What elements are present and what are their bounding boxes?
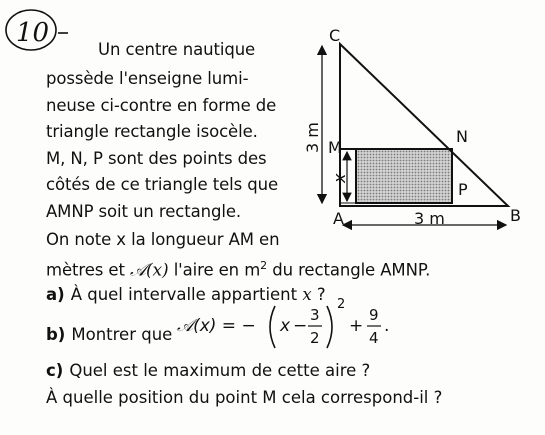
intro-line-8: On note x la longueur AM en [46,230,280,249]
question-b-label: b) [46,325,66,344]
square-exponent: 2 [260,259,268,272]
label-A: A [333,209,344,228]
label-x: x [330,173,349,183]
question-b-text: Montrer que [71,325,173,344]
formula-end: . [384,316,390,336]
label-C: C [329,26,341,45]
frac1-numerator: 3 [310,306,320,324]
question-c [46,361,370,381]
label-base-length: 3 m [414,209,445,228]
label-P: P [458,180,468,199]
area-function-symbol: 𝒜(x) [130,260,169,281]
question-b [46,325,172,345]
intro-line-7: AMNP soit un rectangle. [46,202,242,221]
formula-lhs: 𝒜(x) = − [177,316,256,336]
formula-plus: + [349,316,364,336]
intro-line-5: M, N, P sont des points des [46,149,267,168]
area-formula [177,296,407,354]
question-a-label: a) [46,285,65,304]
intro-line-9-mid: l'aire en m [173,260,261,280]
intro-line-4: triangle rectangle isocèle. [46,122,258,141]
label-height-length: 3 m [303,122,322,153]
label-M: M [328,138,342,157]
intro-line-3: neuse ci-contre en forme de [46,96,277,115]
right-paren [327,306,332,348]
intro-line-1: Un centre nautique [98,40,256,59]
formula-minus: − [293,316,308,336]
rectangle-AMNP [356,149,452,203]
intro-line-9-end: du rectangle AMNP. [272,260,431,280]
frac2-numerator: 9 [369,306,379,324]
question-c-label: c) [46,361,64,380]
question-c-text: Quel est le maximum de cette aire ? [69,361,371,380]
formula-x: x [280,316,291,336]
question-a-text: À quel intervalle appartient [70,285,298,304]
label-N: N [456,127,468,146]
exercise-number: 10 [16,18,50,48]
frac1-denominator: 2 [310,329,320,347]
question-c-line-2: À quelle position du point M cela correspond-il ? [46,388,443,407]
left-paren [270,306,275,348]
question-a-end: ? [311,285,326,304]
intro-line-6: côtés de ce triangle tels que [46,175,279,194]
label-B: B [510,206,521,225]
intro-line-2: possède l'enseigne lumi- [46,69,249,88]
formula-exponent: 2 [337,297,346,312]
question-a-var: x [302,285,312,304]
frac2-denominator: 4 [369,329,379,347]
intro-line-9-start: mètres et [46,260,125,280]
